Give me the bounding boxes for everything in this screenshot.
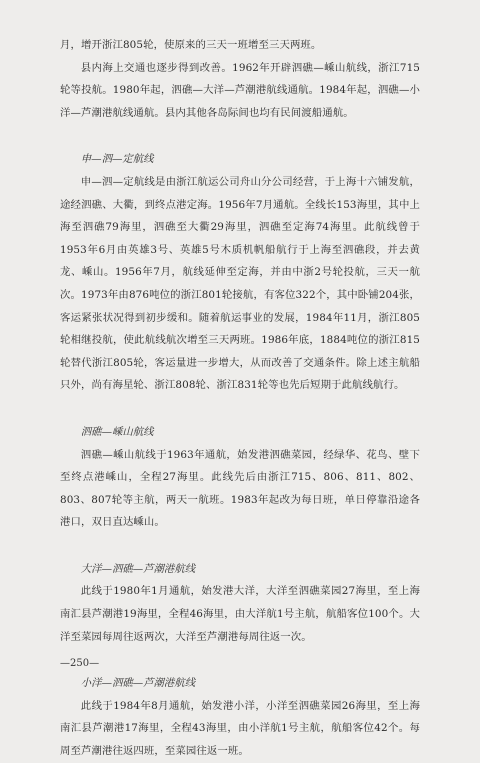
paragraph-local-transport: 县内海上交通也逐步得到改善。1962年开辟泗礁—嵊山航线，浙江715轮等投航。1980年起，泗礁—大洋—芦潮港航线通航。1984年起，泗礁—小洋—芦潮港航线通航。县内其他各岛际间也均有民间渡船通航。 xyxy=(60,61,420,119)
section-body-dayang-luchao: 此线于1980年1月通航，始发港大洋，大洋至泗礁菜园27海里，至上海南汇县芦潮港19海里，全程46海里，由大洋航1号主航，航船客位100个。大洋至菜园每周往返两次，大洋至芦潮港每周往返一次。 xyxy=(60,585,420,643)
paragraph-continuation: 月，增开浙江805轮，使原来的三天一班增至三天两班。 xyxy=(60,39,322,51)
section-body-shen-si-ding: 申—泗—定航线是由浙江航运公司舟山分公司经营，于上海十六铺发航，途经泗礁、大衢，到终点港定海。1956年7月通航。全线长153海里，其中上海至泗礁79海里，泗礁至大衢29海里，泗礁至定海74海里。此航线曾于1953年6月由英雄3号、英雄5号木质机帆船航行于上海至泗礁段，并去黄龙、嵊山。1956年7月，航线延伸至定海，并由中浙2号轮投航，三天一航次。1973年由876吨位的浙江801轮接航，有客位322个，其中卧铺204张，客运紧张状况得到初步缓和。随着航运事业的发展，1984年11月，浙江805轮相继投航，使此航线航次增至三天两班。1986年底，1884吨位的浙江815轮替代浙江805轮，客运量进一步增大，从而改善了交通条件。除上述主航船只外，尚有海星轮、浙江808轮、浙江831轮等也先后短期于此航线航行。 xyxy=(60,175,420,392)
section-heading-sijiao-shengshan: 泗礁—嵊山航线 xyxy=(80,425,154,438)
section-heading-dayang-luchao: 大洋—泗礁—芦潮港航线 xyxy=(80,562,196,575)
page-number: —250— xyxy=(60,658,100,669)
section-heading-xiaoyang-luchao: 小洋—泗礁—芦潮港航线 xyxy=(80,677,196,690)
section-heading-shen-si-ding: 申—泗—定航线 xyxy=(80,153,154,166)
section-body-xiaoyang-luchao: 此线于1984年8月通航，始发港小洋，小洋至泗礁菜园26海里，至上海南汇县芦潮港17海里，全程43海里，由小洋航1号主航，航船客位42个。每周至芦潮港往返四班，至菜园往返一班。 xyxy=(60,699,420,758)
section-body-sijiao-shengshan: 泗礁—嵊山航线于1963年通航，始发港泗礁菜园，经绿华、花鸟、壁下至终点港嵊山，全程27海里。此线先后由浙江715、806、811、802、803、807轮等主航，两天一航班。1983年起改为每日班，单日停靠沿途各港口，双日直达嵊山。 xyxy=(60,448,420,529)
